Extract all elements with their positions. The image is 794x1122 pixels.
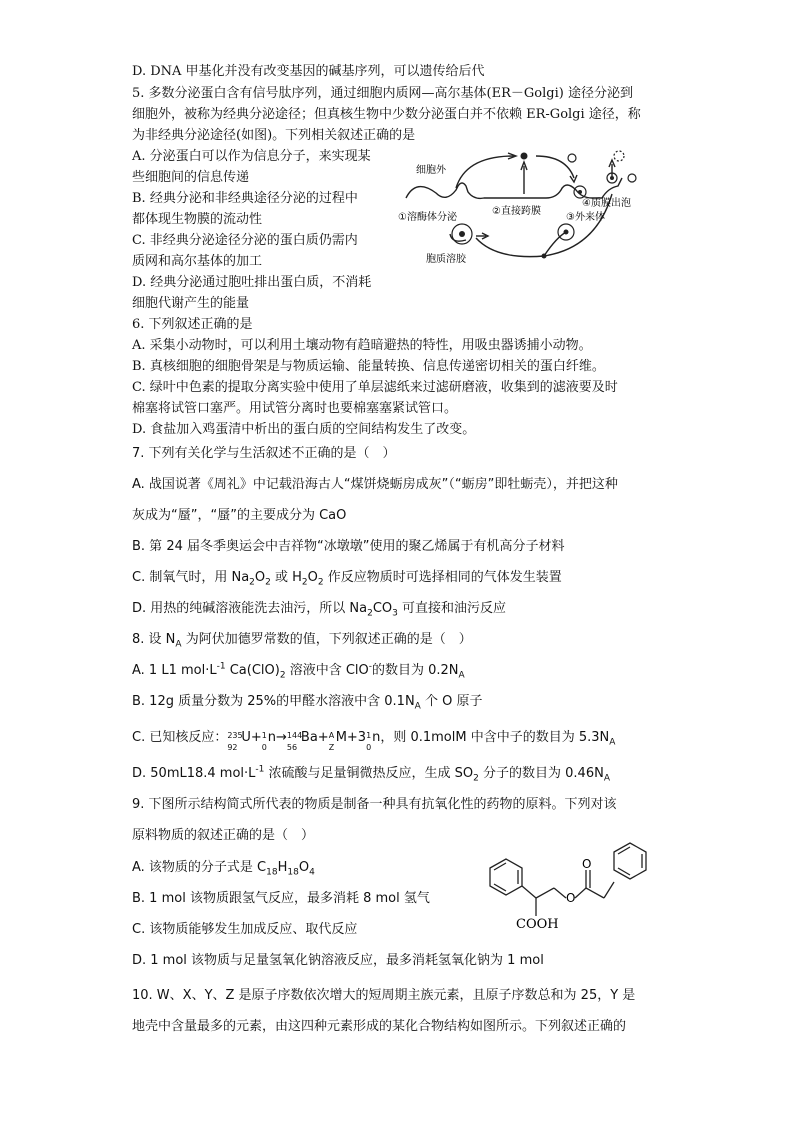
q5-option-d-line2: 细胞代谢产生的能量 bbox=[132, 296, 250, 311]
q8-stem-1: 8. 设 N bbox=[132, 632, 176, 647]
diagram-label-cytosol: 胞质溶胶 bbox=[426, 254, 466, 265]
q5-stem-line1: 5. 多数分泌蛋白含有信号肽序列，通过细胞内质网—高尔基体(ER－Golgi) 途径分泌到 bbox=[132, 86, 633, 101]
q7-stem: 7. 下列有关化学与生活叙述不正确的是（ ） bbox=[132, 446, 396, 461]
q9a-s2: 18 bbox=[287, 867, 299, 878]
q8-option-a bbox=[132, 661, 465, 681]
u-mass: 235 bbox=[227, 731, 243, 740]
carbonyl-o-label: O bbox=[582, 857, 592, 871]
diagram-label-path4: ④质膜出泡 bbox=[582, 198, 631, 209]
n2-charge: 0 bbox=[366, 743, 372, 752]
q7c-text-2: O bbox=[254, 570, 266, 585]
ba-charge: 56 bbox=[286, 743, 298, 752]
q8c-m: M+3 bbox=[335, 730, 367, 745]
q8-stem-sub: A bbox=[175, 639, 182, 650]
q7c-text-1: C. 制氧气时，用 Na bbox=[132, 570, 250, 585]
q7-option-a-line2: 灰成为“蜃”，“蜃”的主要成分为 CaO bbox=[132, 508, 347, 523]
q10-stem-line2: 地壳中含量最多的元素，由这四种元素形成的某化合物结构如图所示。下列叙述正确的 bbox=[132, 1019, 627, 1034]
q8d-2: 浓硫酸与足量铜微热反应，生成 SO bbox=[264, 766, 474, 781]
q9a-3: O bbox=[298, 860, 310, 875]
q8-stem-2: 为阿伏加德罗常数的值，下列叙述正确的是（ ） bbox=[181, 632, 472, 647]
q7d-text-2: CO bbox=[372, 601, 393, 616]
q7-option-c: C. 制氧气时，用 $Na_2O_2$ 或 $H_2O_2$ 作反应物质时可选择相同的气体发生装置 bbox=[132, 570, 562, 588]
q8-option-d bbox=[132, 764, 610, 784]
n2-mass: 1 bbox=[366, 731, 372, 740]
q8-stem bbox=[132, 630, 472, 650]
q6-option-a: A. 采集小动物时，可以利用土壤动物有趋暗避热的特性，用吸虫器诱捕小动物。 bbox=[132, 338, 592, 353]
q7d-text-3: 可直接和油污反应 bbox=[397, 601, 507, 616]
nuclide-n2 bbox=[366, 728, 372, 752]
q8-option-c bbox=[132, 728, 616, 752]
q5-stem-line3: 为非经典分泌途径(如图)。下列相关叙述正确的是 bbox=[132, 128, 416, 143]
ester-o-label: O bbox=[566, 891, 576, 905]
q7c-text-3: 或 H bbox=[270, 570, 302, 585]
q8-option-b bbox=[132, 692, 482, 712]
q7d-text-1: D. 用热的纯碱溶液能洗去油污，所以 Na bbox=[132, 601, 368, 616]
q8a-sub1: 2 bbox=[279, 670, 286, 681]
q8a-sup2: - bbox=[368, 661, 372, 672]
q8a-sup1: -1 bbox=[216, 661, 226, 672]
q5-option-d-line1: D. 经典分泌通过胞吐排出蛋白质，不消耗 bbox=[132, 275, 372, 290]
q9-stem-line2: 原料物质的叙述正确的是（ ） bbox=[132, 828, 315, 843]
q7-option-d: D. 用热的纯碱溶液能洗去油污，所以 $Na_2CO_3$ 可直接和油污反应 bbox=[132, 601, 507, 619]
q8c-u: U+ bbox=[241, 730, 262, 745]
q7c-text-5: 作反应物质时可选择相同的气体发生装置 bbox=[323, 570, 562, 585]
q8d-3: 分子的数目为 0.46N bbox=[478, 766, 604, 781]
q4-option-d: D. DNA 甲基化并没有改变基因的碱基序列，可以遗传给后代 bbox=[132, 64, 485, 79]
q6-stem: 6. 下列叙述正确的是 bbox=[132, 317, 253, 332]
q9a-s1: 18 bbox=[266, 867, 278, 878]
q9-option-b: B. 1 mol 该物质跟氢气反应，最多消耗 8 mol 氢气 bbox=[132, 891, 430, 906]
q8a-4: 的数目为 0.2N bbox=[372, 663, 459, 678]
q8d-sub: 2 bbox=[473, 773, 479, 784]
cooh-label: COOH bbox=[516, 917, 559, 932]
q5-option-c-line1: C. 非经典分泌途径分泌的蛋白质仍需内 bbox=[132, 233, 358, 248]
m-charge: Z bbox=[328, 743, 335, 752]
q8a-sub2: A bbox=[458, 670, 465, 681]
q5-option-a-line1: A. 分泌蛋白可以作为信息分子，来实现某 bbox=[132, 149, 371, 164]
diagram-label-path3: ③外来体 bbox=[566, 212, 605, 223]
q5-stem-line2: 细胞外，被称为经典分泌途径；但真核生物中少数分泌蛋白并不依赖 ER-Golgi 途径，称 bbox=[132, 107, 641, 122]
n-charge: 0 bbox=[261, 743, 267, 752]
q8d-sub2: A bbox=[603, 773, 610, 784]
q9-option-c: C. 该物质能够发生加成反应、取代反应 bbox=[132, 922, 358, 937]
nuclide-u bbox=[227, 728, 243, 752]
molecule-structure bbox=[462, 830, 662, 940]
q8a-2: Ca(ClO) bbox=[225, 663, 280, 678]
secretion-pathway-diagram bbox=[396, 148, 650, 268]
q8c-sub: A bbox=[609, 737, 616, 748]
q8c-n: n→ bbox=[267, 730, 287, 745]
q8d-1: D. 50mL18.4 mol·L bbox=[132, 766, 256, 781]
q8c-ba: Ba+ bbox=[300, 730, 329, 745]
q7-option-b: B. 第 24 届冬季奥运会中吉祥物“冰墩墩”使用的聚乙烯属于有机高分子材料 bbox=[132, 539, 565, 554]
diagram-label-outside: 细胞外 bbox=[416, 165, 446, 176]
nuclide-m bbox=[328, 728, 336, 752]
q10-stem-line1: 10. W、X、Y、Z 是原子序数依次增大的短周期主族元素，且原子序数总和为 25，Y 是 bbox=[132, 988, 636, 1003]
q7c-text-4: O bbox=[307, 570, 318, 585]
nuclide-ba bbox=[286, 728, 303, 752]
q6-option-c-line2: 棉塞将试管口塞严。用试管分离时也要棉塞塞紧试管口。 bbox=[132, 401, 458, 416]
u-charge: 92 bbox=[227, 743, 238, 752]
n-mass: 1 bbox=[261, 731, 267, 740]
q6-option-b: B. 真核细胞的细胞骨架是与物质运输、能量转换、信息传递密切相关的蛋白纤维。 bbox=[132, 359, 605, 374]
q9-option-a bbox=[132, 858, 315, 878]
q6-option-d: D. 食盐加入鸡蛋清中析出的蛋白质的空间结构发生了改变。 bbox=[132, 422, 476, 437]
q9a-1: A. 该物质的分子式是 C bbox=[132, 860, 267, 875]
q8a-3: 溶液中含 ClO bbox=[285, 663, 369, 678]
ba-mass: 144 bbox=[286, 731, 303, 740]
q9-option-d: D. 1 mol 该物质与足量氢氧化钠溶液反应，最多消耗氢氧化钠为 1 mol bbox=[132, 953, 544, 968]
nuclide-n bbox=[261, 728, 268, 752]
q8c-post: n，则 0.1molM 中含中子的数目为 5.3N bbox=[372, 730, 610, 745]
q9-stem-line1: 9. 下图所示结构简式所代表的物质是制备一种具有抗氧化性的药物的原料。下列对该 bbox=[132, 797, 617, 812]
diagram-label-path1: ①溶酶体分泌 bbox=[398, 212, 457, 223]
q5-option-a-line2: 些细胞间的信息传递 bbox=[132, 170, 250, 185]
q5-option-b-line1: B. 经典分泌和非经典途径分泌的过程中 bbox=[132, 191, 358, 206]
q7-option-a-line1: A. 战国说著《周礼》中记载沿海古人“煤饼烧蛎房成灰”（“蛎房”即牡蛎壳），并把这种 bbox=[132, 477, 618, 492]
q8b-2: 个 O 原子 bbox=[420, 694, 483, 709]
q6-option-c-line1: C. 绿叶中色素的提取分离实验中使用了单层滤纸来过滤研磨液，收集到的滤液要及时 bbox=[132, 380, 618, 395]
q8b-1: B. 12g 质量分数为 25%的甲醛水溶液中含 0.1N bbox=[132, 694, 415, 709]
q5-option-c-line2: 质网和高尔基体的加工 bbox=[132, 254, 263, 269]
m-mass: A bbox=[328, 731, 335, 740]
q8d-sup: -1 bbox=[255, 764, 265, 775]
q5-option-b-line2: 都体现生物膜的流动性 bbox=[132, 212, 263, 227]
q9a-2: H bbox=[277, 860, 288, 875]
q9a-s3: 4 bbox=[309, 867, 315, 878]
q8b-sub: A bbox=[414, 701, 421, 712]
q8a-1: A. 1 L1 mol·L bbox=[132, 663, 217, 678]
diagram-label-path2: ②直接跨膜 bbox=[492, 206, 541, 217]
q8c-1: C. 已知核反应： bbox=[132, 730, 228, 745]
